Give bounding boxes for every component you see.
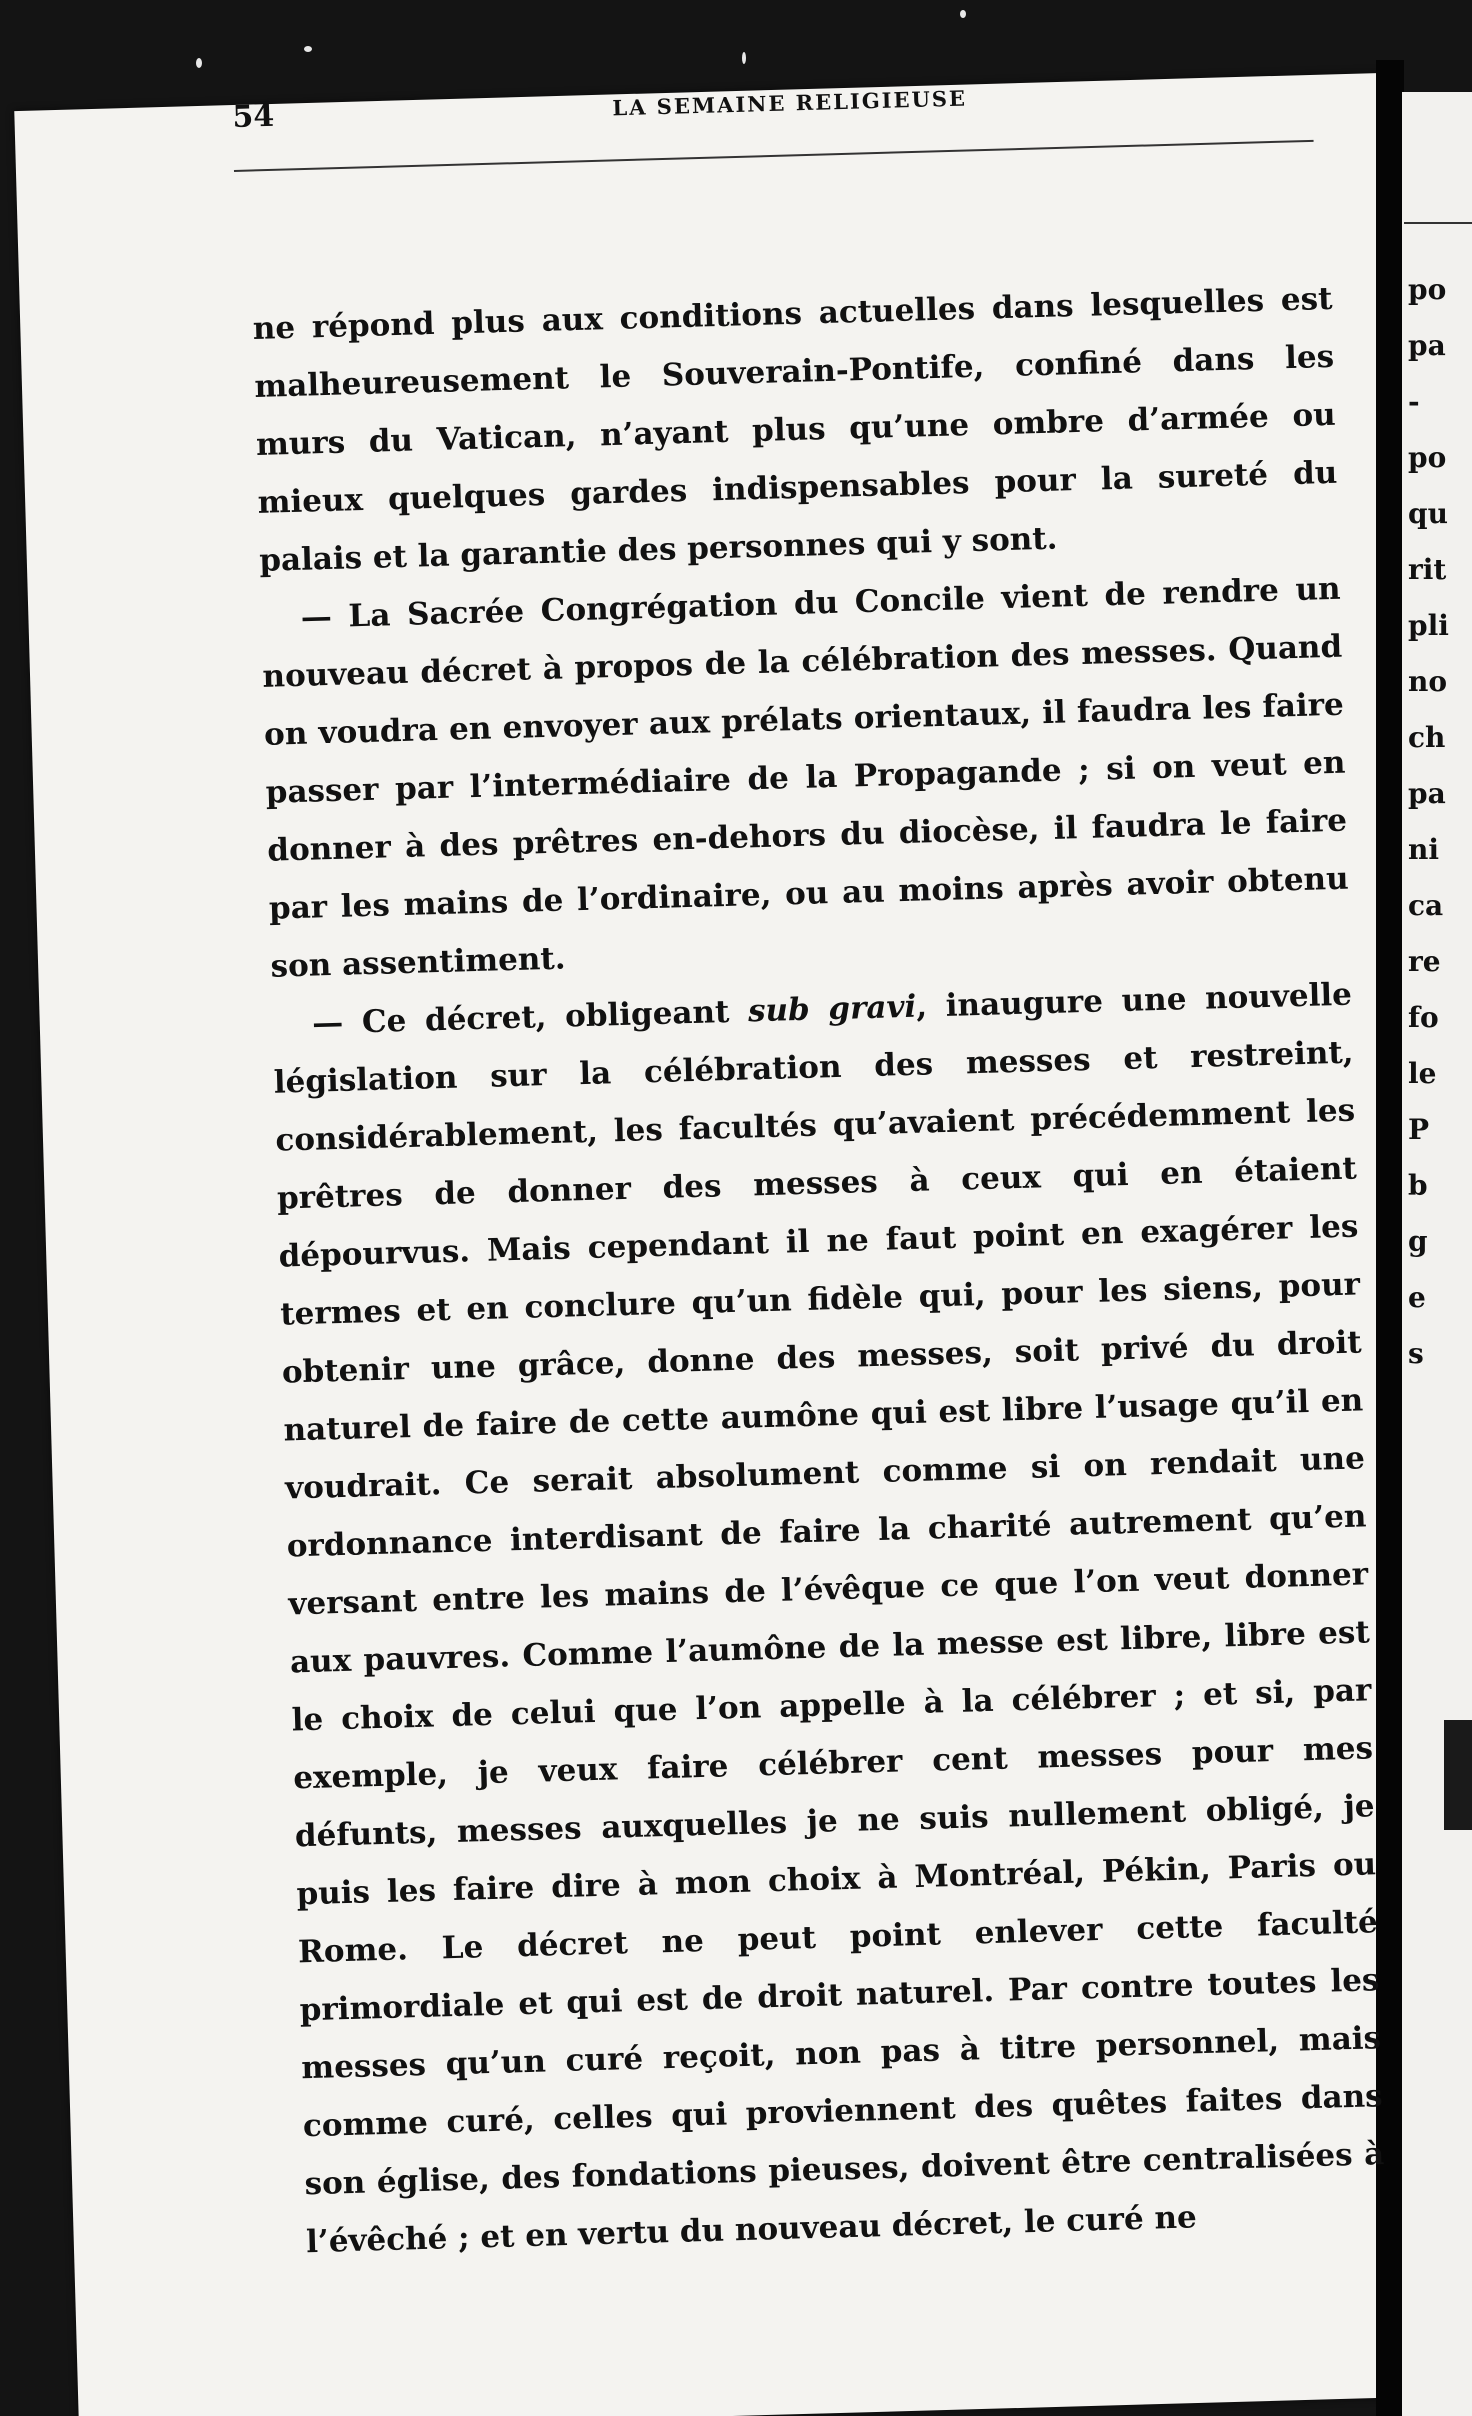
facing-page-fragment: no bbox=[1408, 665, 1448, 698]
dust-speck bbox=[196, 58, 202, 68]
page-number: 54 bbox=[232, 98, 275, 135]
paragraph-3-start: — Ce décret, obligeant bbox=[311, 993, 749, 1042]
italic-term: sub gravi bbox=[747, 988, 917, 1030]
facing-page-fragment: pli bbox=[1408, 609, 1449, 642]
running-title: LA SEMAINE RELIGIEUSE bbox=[612, 85, 968, 121]
facing-page-fragment: ni bbox=[1408, 833, 1439, 866]
facing-page-fragment: pa bbox=[1408, 329, 1446, 362]
dust-speck bbox=[304, 46, 312, 52]
facing-page-fragment: po bbox=[1408, 441, 1447, 474]
facing-page-fragment: g bbox=[1408, 1225, 1428, 1258]
facing-page-fragment: qu bbox=[1408, 497, 1448, 530]
facing-page-fragment: P bbox=[1408, 1113, 1430, 1146]
facing-page-text-fragments bbox=[1408, 262, 1449, 1382]
facing-page-fragment: fo bbox=[1408, 1001, 1439, 1034]
facing-page-fragment: - bbox=[1408, 385, 1420, 418]
facing-page-dark-mark bbox=[1444, 1720, 1472, 1830]
facing-page-fragment: s bbox=[1408, 1337, 1424, 1370]
facing-page-rule bbox=[1404, 222, 1472, 224]
facing-page-fragment: le bbox=[1408, 1057, 1437, 1090]
dust-speck bbox=[742, 52, 746, 64]
paragraph-3-rest: , inaugure une nouvelle législation sur la célébration des messes et restreint, considérablement, les facultés qu’avaient précédemment les prêtres de donner des messes à ceux qui en étaient dépourvus. Mais cependant il ne faut point en exagérer les termes et en conclure qu’un fidèle qui, pour les siens, pour obtenir une grâce, donne des messes, soit privé du droit naturel de faire de cette aumône qui est libre l’usage qu’il en voudrait. Ce serait absolument comme si on rendait une ordonnance interdisant de faire la charité autrement qu’en versant entre les mains de l’évêque ce que l’on veut donner aux pauvres. Comme l’aumône de la messe est libre, libre est le choix de celui que l’on appelle à la célébrer ; et si, par exemple, je veux faire célébrer cent messes pour mes défunts, messes auxquelles je ne suis nullement obligé, je puis les faire dire à mon choix à Montréal, Pékin, Paris ou Rome. Le décret ne peut point enlever cette faculté primordiale et qui est de droit naturel. Par contre toutes les messes qu’un curé reçoit, non pas à titre personnel, mais comme curé, celles qui proviennent des quêtes faites dans son église, des fondations pieuses, doivent être centralisées à l’évêché ; et en vertu du nouveau décret, le curé ne bbox=[273, 976, 1385, 2261]
facing-page-fragment: e bbox=[1408, 1281, 1426, 1314]
facing-page-fragment: rit bbox=[1408, 553, 1447, 586]
facing-page-fragment: ch bbox=[1408, 721, 1446, 754]
facing-page-fragment: ca bbox=[1408, 889, 1444, 922]
paragraph-1: ne répond plus aux conditions actuelles dans lesquelles est malheureusement le Souverain-Pontife, confiné dans les murs du Vatican, n’ayant plus qu’une ombre d’armée ou mieux quelques gardes indispensables pour la sureté du palais et la garantie des personnes qui y sont. bbox=[252, 280, 1338, 579]
paragraph-3 bbox=[271, 966, 1386, 2272]
paragraph-2: — La Sacrée Congrégation du Concile vient de rendre un nouveau décret à propos de la célébration des messes. Quand on voudra en envoyer aux prélats orientaux, il faudra les faire passer par l’intermédiaire de la Propagande ; si on veut en donner à des prêtres en-dehors du diocèse, il faudra le faire par les mains de l’ordinaire, ou au moins après avoir obtenu son assentiment. bbox=[262, 570, 1350, 985]
facing-page-fragment: re bbox=[1408, 945, 1441, 978]
facing-page-fragment: po bbox=[1408, 273, 1447, 306]
article-text bbox=[252, 270, 1387, 2271]
dust-speck bbox=[960, 10, 966, 18]
facing-page-fragment: b bbox=[1408, 1169, 1428, 1202]
facing-page-fragment: pa bbox=[1408, 777, 1446, 810]
